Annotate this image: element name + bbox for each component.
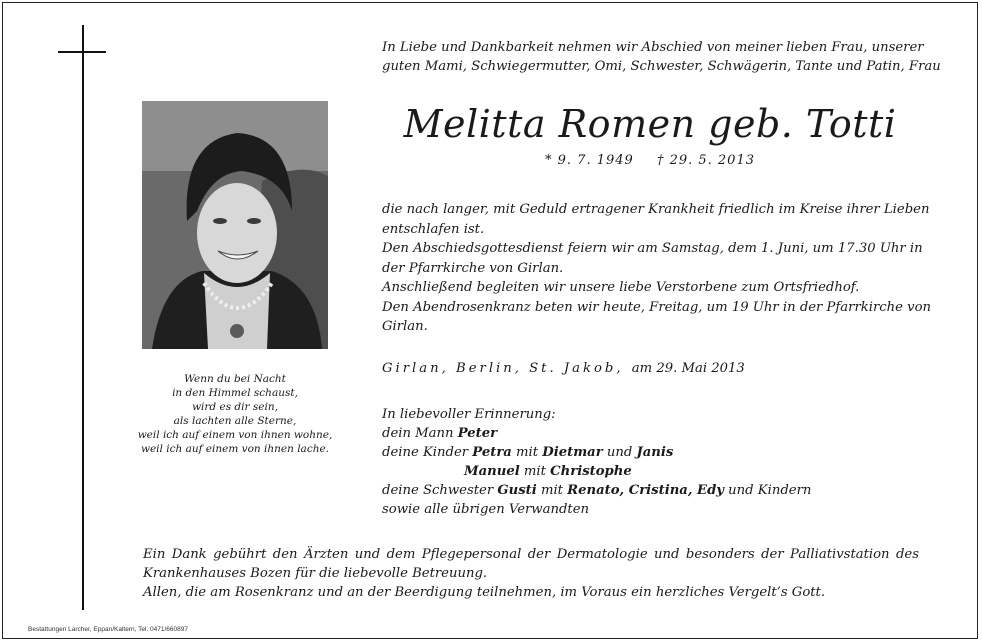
connector: und bbox=[606, 445, 633, 460]
family-line-children bbox=[382, 443, 922, 462]
place-and-date bbox=[382, 361, 745, 376]
thanks-line: Allen, die am Rosenkranz und an der Beerdigung teilnehmen, im Voraus ein herzliches Vergelt’s Gott. bbox=[143, 585, 826, 600]
intro-line: In Liebe und Dankbarkeit nehmen wir Abschied von meiner lieben Frau, unserer bbox=[382, 40, 924, 55]
family-list bbox=[382, 405, 922, 519]
death-date: † 29. 5. 2013 bbox=[656, 153, 755, 168]
announcement-line: Anschließend begleiten wir unsere liebe Verstorbene zum Ortsfriedhof. bbox=[382, 280, 860, 295]
announcement-line: entschlafen ist. bbox=[382, 221, 485, 237]
family-line-sister bbox=[382, 481, 922, 500]
partner-name: Dietmar bbox=[542, 445, 603, 460]
thanks-line: Ein Dank gebührt den Ärzten und dem Pflegepersonal der Dermatologie und besonders der Palliativstation des bbox=[143, 547, 919, 562]
poem-line: weil ich auf einem von ihnen lache. bbox=[140, 443, 330, 455]
family-heading: In liebevoller Erinnerung: bbox=[382, 407, 556, 422]
poem-line: weil ich auf einem von ihnen wohne, bbox=[137, 429, 333, 441]
poem-line: Wenn du bei Nacht bbox=[184, 373, 286, 385]
announcement-line: Den Abschiedsgottesdienst feiern wir am Samstag, dem 1. Juni, um 17.30 Uhr in bbox=[382, 241, 923, 256]
announcement-line: der Pfarrkirche von Girlan. bbox=[382, 260, 564, 276]
grandchild-name: Janis bbox=[636, 445, 674, 460]
notice-date: am 29. Mai 2013 bbox=[631, 361, 745, 376]
family-line-others: sowie alle übrigen Verwandten bbox=[382, 502, 589, 517]
family-prefix: deine Kinder bbox=[382, 445, 469, 460]
place-towns: Girlan, Berlin, St. Jakob, bbox=[382, 361, 624, 376]
poem-line: wird es dir sein, bbox=[192, 401, 278, 413]
child-name: Petra bbox=[472, 445, 512, 460]
announcement-line: die nach langer, mit Geduld ertragener Krankheit friedlich im Kreise ihrer Lieben bbox=[382, 202, 930, 217]
connector: mit bbox=[516, 445, 539, 460]
birth-date: * 9. 7. 1949 bbox=[545, 153, 634, 168]
life-dates bbox=[382, 153, 918, 168]
thanks-text bbox=[143, 545, 919, 602]
intro-line: guten Mami, Schwiegermutter, Omi, Schwester, Schwägerin, Tante und Patin, Frau bbox=[382, 59, 941, 74]
family-prefix: deine Schwester bbox=[382, 483, 494, 498]
partner-name: Christophe bbox=[550, 464, 632, 479]
poem bbox=[130, 372, 340, 456]
family-line-children-2 bbox=[382, 462, 922, 481]
sister-family-names: Renato, Cristina, Edy bbox=[567, 483, 724, 498]
husband-name: Peter bbox=[457, 426, 498, 441]
family-suffix: und Kindern bbox=[728, 483, 812, 498]
connector: mit bbox=[540, 483, 563, 498]
portrait-photo bbox=[142, 101, 328, 349]
cross-icon bbox=[82, 25, 84, 610]
family-line-husband bbox=[382, 424, 922, 443]
child-name: Manuel bbox=[464, 464, 520, 479]
announcement-line: Den Abendrosenkranz beten wir heute, Freitag, um 19 Uhr in der Pfarrkirche von bbox=[382, 299, 932, 315]
family-prefix: dein Mann bbox=[382, 426, 454, 441]
deceased-name: Melitta Romen geb. Totti bbox=[403, 102, 897, 146]
thanks-line: Krankenhauses Bozen für die liebevolle Betreuung. bbox=[143, 566, 488, 581]
sister-name: Gusti bbox=[497, 483, 537, 498]
announcement-text bbox=[382, 200, 932, 337]
intro-text bbox=[382, 38, 941, 76]
announcement-line: Girlan. bbox=[382, 319, 428, 334]
poem-line: in den Himmel schaust, bbox=[172, 387, 298, 399]
funeral-home-credit: Bestattungen Larcher, Eppan/Kaltern, Tel. 0471/660897 bbox=[28, 626, 188, 633]
connector: mit bbox=[523, 464, 546, 479]
cross-icon-bar bbox=[58, 51, 106, 53]
poem-line: als lachten alle Sterne, bbox=[173, 415, 297, 427]
